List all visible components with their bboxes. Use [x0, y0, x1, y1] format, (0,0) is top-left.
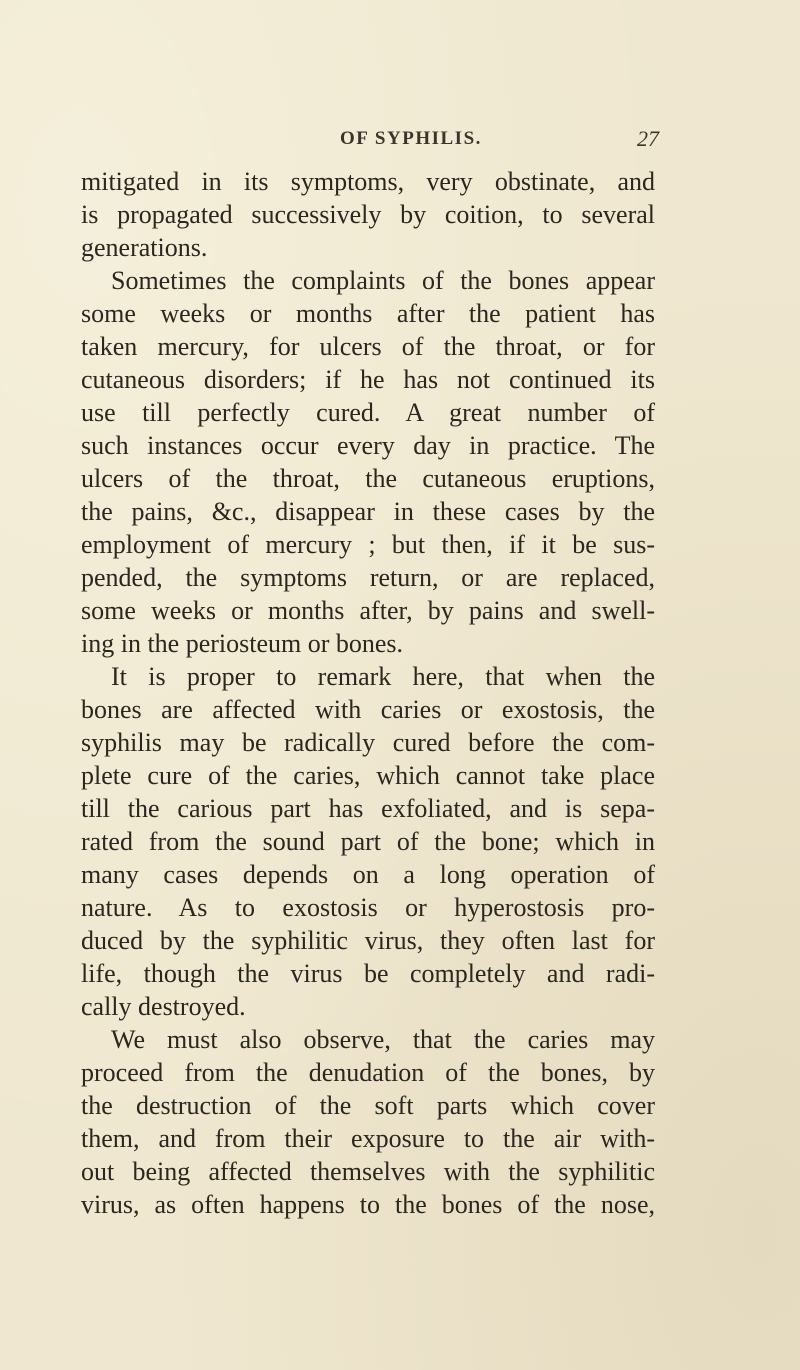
text-line: cally destroyed. — [81, 992, 246, 1021]
text-line: such instances occur every day in practice. The — [81, 431, 655, 460]
text-line: cutaneous disorders; if he has not continued its — [81, 365, 655, 394]
paragraph-start-line: It is proper to remark here, that when the — [111, 662, 655, 691]
text-line: some weeks or months after, by pains and swell- — [81, 596, 655, 625]
paragraph-start-line: We must also observe, that the caries may — [111, 1025, 655, 1054]
running-title: OF SYPHILIS. — [340, 128, 482, 149]
text-line: out being affected themselves with the syphilitic — [81, 1157, 655, 1186]
text-line: use till perfectly cured. A great number of — [81, 398, 655, 427]
text-line: pended, the symptoms return, or are replaced, — [81, 563, 655, 592]
text-line: plete cure of the caries, which cannot take place — [81, 761, 655, 790]
text-line: generations. — [81, 233, 208, 262]
text-line: bones are affected with caries or exostosis, the — [81, 695, 655, 724]
paragraph-start-line: Sometimes the complaints of the bones appear — [111, 266, 655, 295]
text-line: taken mercury, for ulcers of the throat, or for — [81, 332, 655, 361]
text-line: many cases depends on a long operation of — [81, 860, 655, 889]
text-line: nature. As to exostosis or hyperostosis pro- — [81, 893, 655, 922]
page-number: 27 — [637, 126, 659, 151]
text-line: proceed from the denudation of the bones, by — [81, 1058, 655, 1087]
text-line: till the carious part has exfoliated, and is sepa- — [81, 794, 655, 823]
text-line: employment of mercury ; but then, if it be sus- — [81, 530, 655, 559]
text-line: them, and from their exposure to the air with- — [81, 1124, 655, 1153]
text-line: is propagated successively by coition, to several — [81, 200, 655, 229]
running-head — [0, 128, 800, 152]
text-line: ing in the periosteum or bones. — [81, 629, 404, 658]
text-line: virus, as often happens to the bones of the nose, — [81, 1190, 655, 1219]
text-line: syphilis may be radically cured before the com- — [81, 728, 655, 757]
text-line: ulcers of the throat, the cutaneous eruptions, — [81, 464, 655, 493]
text-line: the destruction of the soft parts which cover — [81, 1091, 655, 1120]
text-line: mitigated in its symptoms, very obstinate, and — [81, 167, 655, 196]
text-line: rated from the sound part of the bone; which in — [81, 827, 655, 856]
text-line: duced by the syphilitic virus, they often last for — [81, 926, 655, 955]
text-line: life, though the virus be completely and radi- — [81, 959, 655, 988]
text-line: some weeks or months after the patient has — [81, 299, 655, 328]
text-line: the pains, &c., disappear in these cases by the — [81, 497, 655, 526]
